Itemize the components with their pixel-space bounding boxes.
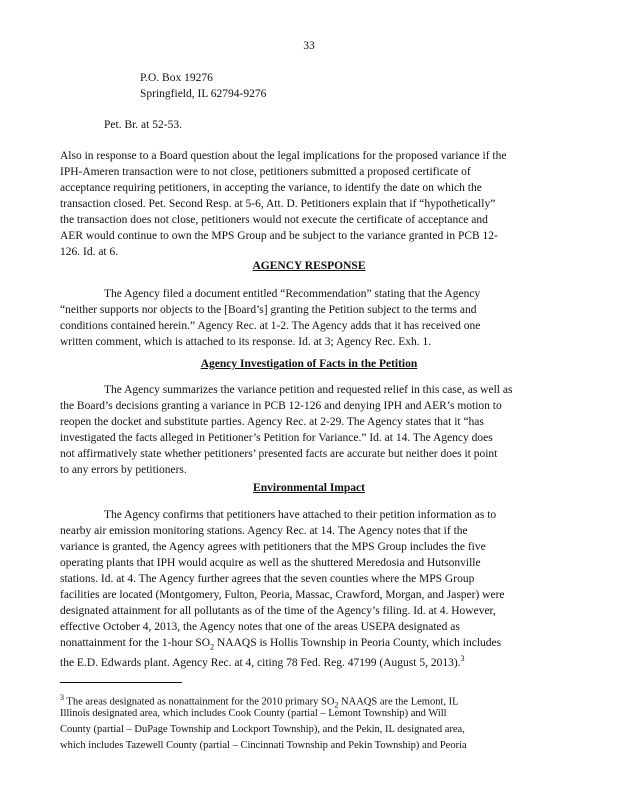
text-line: designated attainment for all pollutants as of the time of the Agency’s filing. Id. at 4. However, [60,605,496,617]
footnote-marker: 3 [60,693,64,702]
subscript: 2 [334,700,339,710]
text-line: the Board’s decisions granting a variance in PCB 12-126 and denying IPH and AER’s motion to [60,400,502,412]
text-line: operating plants that IPH would acquire as well as the shuttered Meredosia and Hutsonville [60,557,481,569]
text-line: IPH-Ameren transaction were to not close, petitioners submitted a proposed certificate of [60,166,471,178]
text-line: to any errors by petitioners. [60,464,187,476]
footnote-divider [60,682,182,683]
address-line-1: P.O. Box 19276 [140,72,213,84]
text-line: facilities are located (Montgomery, Fulton, Peoria, Massac, Crawford, Morgan, and Jasper) were [60,589,505,601]
text-line: effective October 4, 2013, the Agency notes that one of the areas USEPA designated as [60,621,460,633]
footnote-line: which includes Tazewell County (partial – Cincinnati Township and Pekin Township) and Peoria [60,740,467,751]
text-segment: The areas designated as nonattainment for the 2010 primary SO [64,696,335,708]
heading-agency-response: AGENCY RESPONSE [252,260,366,272]
heading-agency-investigation: Agency Investigation of Facts in the Petition [200,358,418,370]
text-line: The Agency filed a document entitled “Recommendation” stating that the Agency [104,288,481,300]
text-line: The Agency confirms that petitioners have attached to their petition information as to [104,509,497,521]
heading-environmental-impact: Environmental Impact [253,482,365,494]
footnote-line: County (partial – DuPage Township and Lockport Township), and the Pekin, IL designated area, [60,724,465,735]
footnote-reference: 3 [460,654,465,663]
text-line: AER would continue to own the MPS Group and be subject to the variance granted in PCB 12- [60,230,498,242]
text-line: reopen the docket and substitute parties. Agency Rec. at 2-29. The Agency states that it “has [60,416,484,428]
text-line: investigated the facts alleged in Petitioner’s Petition for Variance.” Id. at 14. The Agency does [60,432,493,444]
text-segment: the E.D. Edwards plant. Agency Rec. at 4, citing 78 Fed. Reg. 47199 (August 5, 2013). [60,656,461,669]
citation-pet-brief: Pet. Br. at 52-53. [104,119,182,131]
text-line: transaction closed. Pet. Second Resp. at 5-6, Att. D. Petitioners explain that if “hypothetically” [60,198,496,210]
page-number: 33 [303,40,315,52]
text-line: the transaction does not close, petitioners would not execute the certificate of acceptance and [60,214,488,226]
address-line-2: Springfield, IL 62794-9276 [140,88,267,100]
text-line: 126. Id. at 6. [60,246,119,258]
text-line: stations. Id. at 4. The Agency further agrees that the seven counties where the MPS Group [60,573,475,585]
text-line: Also in response to a Board question about the legal implications for the proposed variance if the [60,150,507,162]
text-line: acceptance requiring petitioners, in accepting the variance, to identify the date on which the [60,182,482,194]
text-segment: NAAQS are the Lemont, IL [338,696,459,708]
text-line: variance is granted, the Agency agrees with petitioners that the MPS Group includes the five [60,541,486,553]
text-line: nearby air emission monitoring stations. Agency Rec. at 14. The Agency notes that if the [60,525,468,537]
text-line: conditions contained herein.” Agency Rec. at 1-2. The Agency adds that it has received one [60,320,481,332]
subscript: 2 [210,642,215,652]
footnote-line: Illinois designated area, which includes Cook County (partial – Lemont Township) and Will [60,708,447,719]
text-line: not affirmatively state whether petitioners’ presented facts are accurate but neither does it point [60,448,498,460]
text-segment: NAAQS is Hollis Township in Peoria County, which includes [214,637,502,649]
text-line: The Agency summarizes the variance petition and requested relief in this case, as well as [104,384,513,396]
mailing-address [140,70,266,102]
text-line-with-footnote-ref [60,651,465,671]
text-line: “neither supports nor objects to the [Board’s] granting the Petition subject to the terms and [60,304,477,316]
text-line: written comment, which is attached to its response. Id. at 3; Agency Rec. Exh. 1. [60,336,432,348]
text-segment: nonattainment for the 1-hour SO [60,637,211,649]
